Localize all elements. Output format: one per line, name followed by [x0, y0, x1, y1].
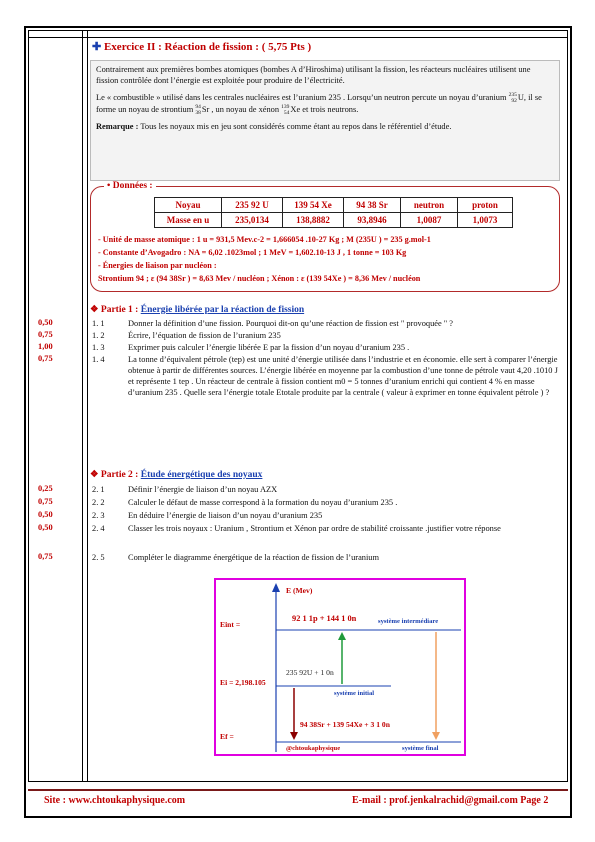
table-header: proton	[458, 198, 513, 213]
footer-email[interactable]: E-mail : prof.jenkalrachid@gmail.com Page 2	[352, 795, 549, 806]
points: 0,50	[38, 318, 53, 327]
data-line-1: - Unité de masse atomique : 1 u = 931,5 Mev.c-2 = 1,666054 .10-27 Kg ; M (235U ) = 235 g.mol-1	[98, 235, 431, 244]
question-number: 1. 2	[92, 331, 105, 340]
data-line-2: - Constante d’Avogadro : NA = 6,02 .1023mol ; 1 MeV = 1,602.10-13 J , 1 tonne = 103 Kg	[98, 248, 407, 257]
intro-p2-c: Sr , un noyau de xénon	[201, 105, 282, 115]
question-number: 1. 3	[92, 343, 105, 352]
question-text: Calculer le défaut de masse correspond à la formation du noyau d’uranium 235 .	[128, 498, 398, 507]
question-1-4	[92, 354, 558, 444]
part1-prefix: ❖ Partie 1 :	[90, 305, 141, 315]
table-header: 139 54 Xe	[283, 198, 344, 213]
table-cell: Masse en u	[155, 213, 222, 228]
initial-state: 235 92U + 1 0n	[286, 668, 334, 677]
points: 0,50	[38, 510, 53, 519]
points: 0,50	[38, 523, 53, 532]
question-text: Écrire, l’équation de fission de l’uranium 235	[128, 331, 281, 340]
table-header: 94 38 Sr	[344, 198, 401, 213]
table-cell: 138,8882	[283, 213, 344, 228]
question-number: 1. 1	[92, 319, 105, 328]
points: 0,75	[38, 330, 53, 339]
points: 0,75	[38, 354, 53, 363]
intro-p2-b: U, il se forme un noyau de strontium	[96, 93, 542, 115]
intro-box	[90, 60, 560, 181]
part2-title-text: Étude énergétique des noyaux	[140, 470, 263, 480]
question-number: 2. 3	[92, 511, 105, 520]
question-text: La tonne d’équivalent pétrole (tep) est une unité d’énergie utilisée dans l’industrie et en économie. elle sert à comparer l’énergie obtenue à partir de différentes sources. L’énergie libérée en moyenne par la combustion d’une tonne de pétrole vaut 4,20 .1010 J et représente 1 tep . Un réacteur de centrale à fission contient m0 = 5 tonnes d’uranium enrichi qui contient 4 % en masse d’uranium 235 . Quelle sera l’énergie totale Etotale produite par la centrale ( valeur à exprimer en tonne équivalent pétrole ) ?	[128, 355, 558, 397]
question-text: Définir l’énergie de liaison d’un noyau AZX	[128, 485, 278, 494]
question-2-4	[92, 523, 558, 547]
final-state: 94 38Sr + 139 54Xe + 3 1 0n	[300, 720, 390, 729]
energy-diagram	[214, 578, 466, 756]
intro-paragraph-1: Contrairement aux premières bombes atomiques (bombes A d’Hiroshima) utilisant la fission, les réacteurs nucléaires utilisent une fission contrôlée dont l’énergie est exploitée pour produire de l’électricité.	[96, 65, 531, 85]
final-label: système final	[402, 745, 439, 752]
exercise-title	[92, 40, 311, 53]
e-i-label: Ei = 2,198.105	[220, 678, 266, 687]
data-line-3: - Énergies de liaison par nucléon :	[98, 261, 217, 270]
intermediate-label: système intermédiare	[378, 618, 439, 625]
part1-title-text: Énergie libérée par la réaction de fission	[140, 305, 305, 315]
initial-label: système initial	[334, 690, 375, 697]
question-text: En déduire l’énergie de liaison d’un noyau d’uranium 235	[128, 511, 323, 520]
table-cell: 1,0087	[401, 213, 458, 228]
remark-text: Tous les noyaux mis en jeu sont considérés comme étant au repos dans le référentiel d’étude.	[138, 122, 452, 132]
axis-arrowhead	[272, 583, 280, 592]
question-text: Exprimer puis calculer l’énergie libérée E par la fission d’un noyau d’uranium 235 .	[128, 343, 410, 352]
table-row	[155, 213, 513, 228]
question-number: 2. 4	[92, 524, 105, 533]
intermediate-state: 92 1 1p + 144 1 0n	[292, 614, 357, 623]
energy-axis-label: E (Mev)	[286, 586, 313, 595]
question-number: 2. 5	[92, 553, 105, 562]
watermark: @chtoukaphysique	[286, 745, 341, 752]
table-header: neutron	[401, 198, 458, 213]
exercise-title-text: Exercice II : Réaction de fission : ( 5,75 Pts )	[103, 41, 312, 53]
points: 0,75	[38, 552, 53, 561]
data-title: • Données :	[104, 181, 156, 191]
xe139-symbol: 139 54	[281, 104, 290, 117]
question-number: 1. 4	[92, 355, 105, 364]
u235-symbol: 235 92	[508, 92, 517, 105]
remark-label: Remarque :	[96, 122, 139, 132]
intro-p2-d: Xe et trois neutrons.	[290, 105, 359, 115]
header-rule	[28, 37, 568, 38]
table-cell: 235,0134	[222, 213, 283, 228]
question-number: 2. 1	[92, 485, 105, 494]
sr94-symbol: 94 38	[195, 104, 201, 117]
dark-red-arrowhead	[290, 732, 298, 740]
margin-divider	[82, 30, 88, 782]
pin-icon: ✚	[92, 41, 102, 53]
part2-title	[90, 469, 262, 480]
footer-rule	[28, 789, 568, 791]
green-arrowhead	[338, 632, 346, 640]
part2-prefix: ❖ Partie 2 :	[90, 470, 141, 480]
table-header: 235 92 U	[222, 198, 283, 213]
question-text: Compléter le diagramme énergétique de la réaction de fission de l’uranium	[128, 553, 380, 562]
points: 0,25	[38, 484, 53, 493]
remark	[91, 117, 559, 133]
part1-title	[90, 304, 304, 315]
e-f-label: Ef =	[220, 732, 234, 741]
intro-p2-a: Le « combustible » utilisé dans les centrales nucléaires est l’uranium 235 . Lorsqu’un neutron percute un noyau d’uranium	[96, 93, 509, 102]
mass-table	[154, 197, 513, 228]
question-text: Donner la définition d’une fission. Pourquoi dit-on qu’une réaction de fission est " provoquée " ?	[128, 319, 454, 328]
table-cell: 1,0073	[458, 213, 513, 228]
footer-site[interactable]: Site : www.chtoukaphysique.com	[44, 795, 186, 806]
points: 1,00	[38, 342, 53, 351]
points: 0,75	[38, 497, 53, 506]
question-number: 2. 2	[92, 498, 105, 507]
question-text: Classer les trois noyaux : Uranium , Strontium et Xénon par ordre de stabilité croissante .justifier votre réponse	[128, 524, 501, 533]
table-cell: 93,8946	[344, 213, 401, 228]
data-line-4: Strontium 94 ; ε (94 38Sr ) = 8,63 Mev / nucléon ; Xénon : ε (139 54Xe ) = 8,36 Mev / nucléon	[98, 274, 421, 283]
intro-paragraph-2	[91, 87, 559, 117]
data-title-text: Données :	[112, 181, 153, 191]
table-header-row	[155, 198, 513, 213]
orange-arrowhead	[432, 732, 440, 740]
e-int-label: Eint =	[220, 620, 241, 629]
table-header: Noyau	[155, 198, 222, 213]
